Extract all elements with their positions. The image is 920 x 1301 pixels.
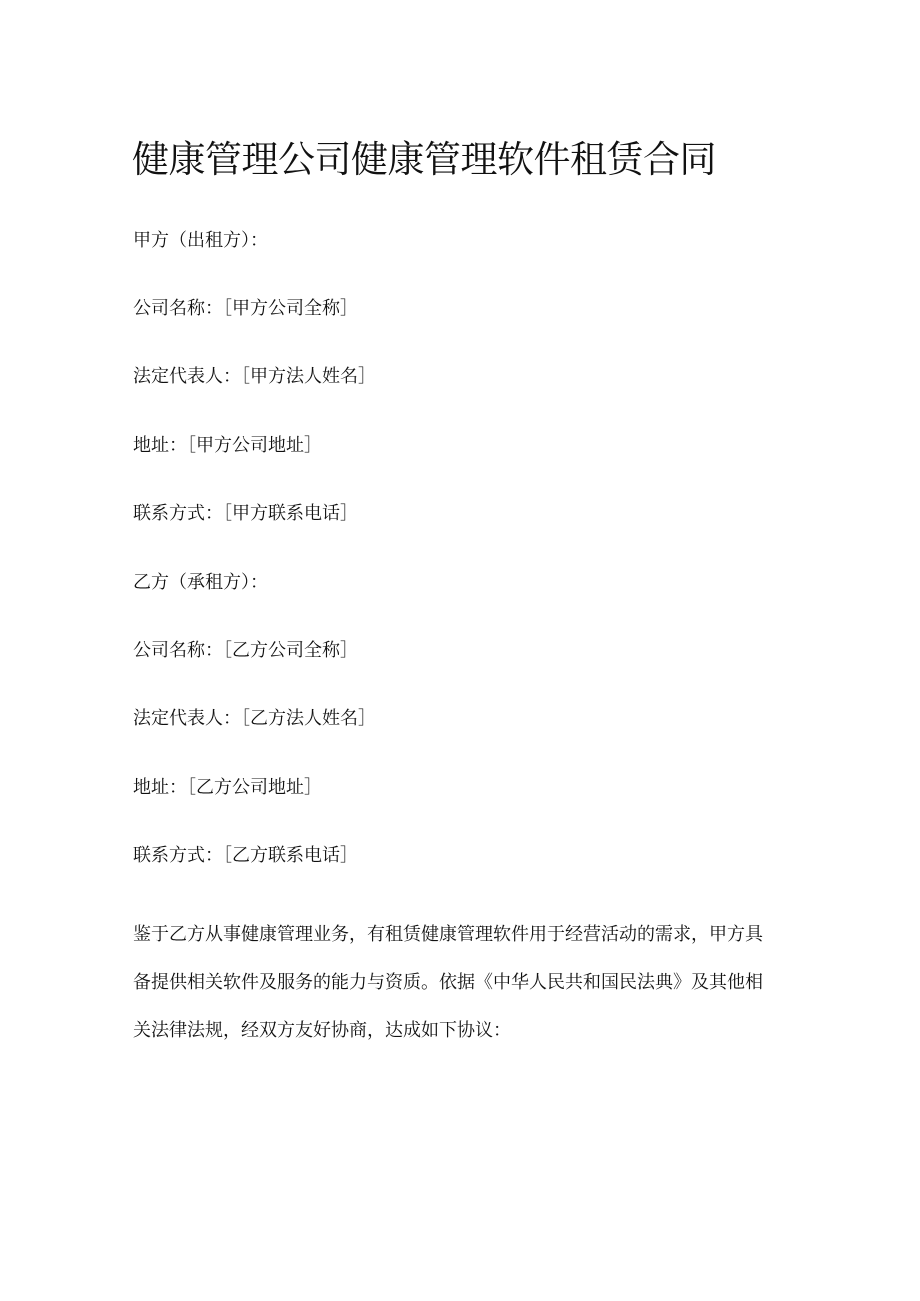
party-a-contact: 联系方式：［甲方联系电话］: [133, 503, 358, 524]
party-a-company: 公司名称：［甲方公司全称］: [133, 298, 358, 319]
party-a-representative: 法定代表人：［甲方法人姓名］: [133, 366, 376, 387]
party-b-representative: 法定代表人：［乙方法人姓名］: [133, 708, 376, 729]
party-b-contact: 联系方式：［乙方联系电话］: [133, 845, 358, 866]
party-b-heading: 乙方（承租方）：: [133, 572, 268, 593]
party-b-company: 公司名称：［乙方公司全称］: [133, 640, 358, 661]
party-b-address: 地址：［乙方公司地址］: [133, 777, 322, 798]
document-title: 健康管理公司健康管理软件租赁合同: [132, 138, 716, 181]
preamble-line: 备提供相关软件及服务的能力与资质。依据《中华人民共和国民法典》及其他相: [133, 972, 763, 993]
preamble-line: 关法律法规，经双方友好协商，达成如下协议：: [133, 1020, 511, 1041]
party-a-heading: 甲方（出租方）：: [133, 230, 268, 251]
party-a-address: 地址：［甲方公司地址］: [133, 435, 322, 456]
preamble-paragraph: [133, 911, 793, 1055]
preamble-line: 鉴于乙方从事健康管理业务，有租赁健康管理软件用于经营活动的需求，甲方具: [133, 924, 763, 945]
